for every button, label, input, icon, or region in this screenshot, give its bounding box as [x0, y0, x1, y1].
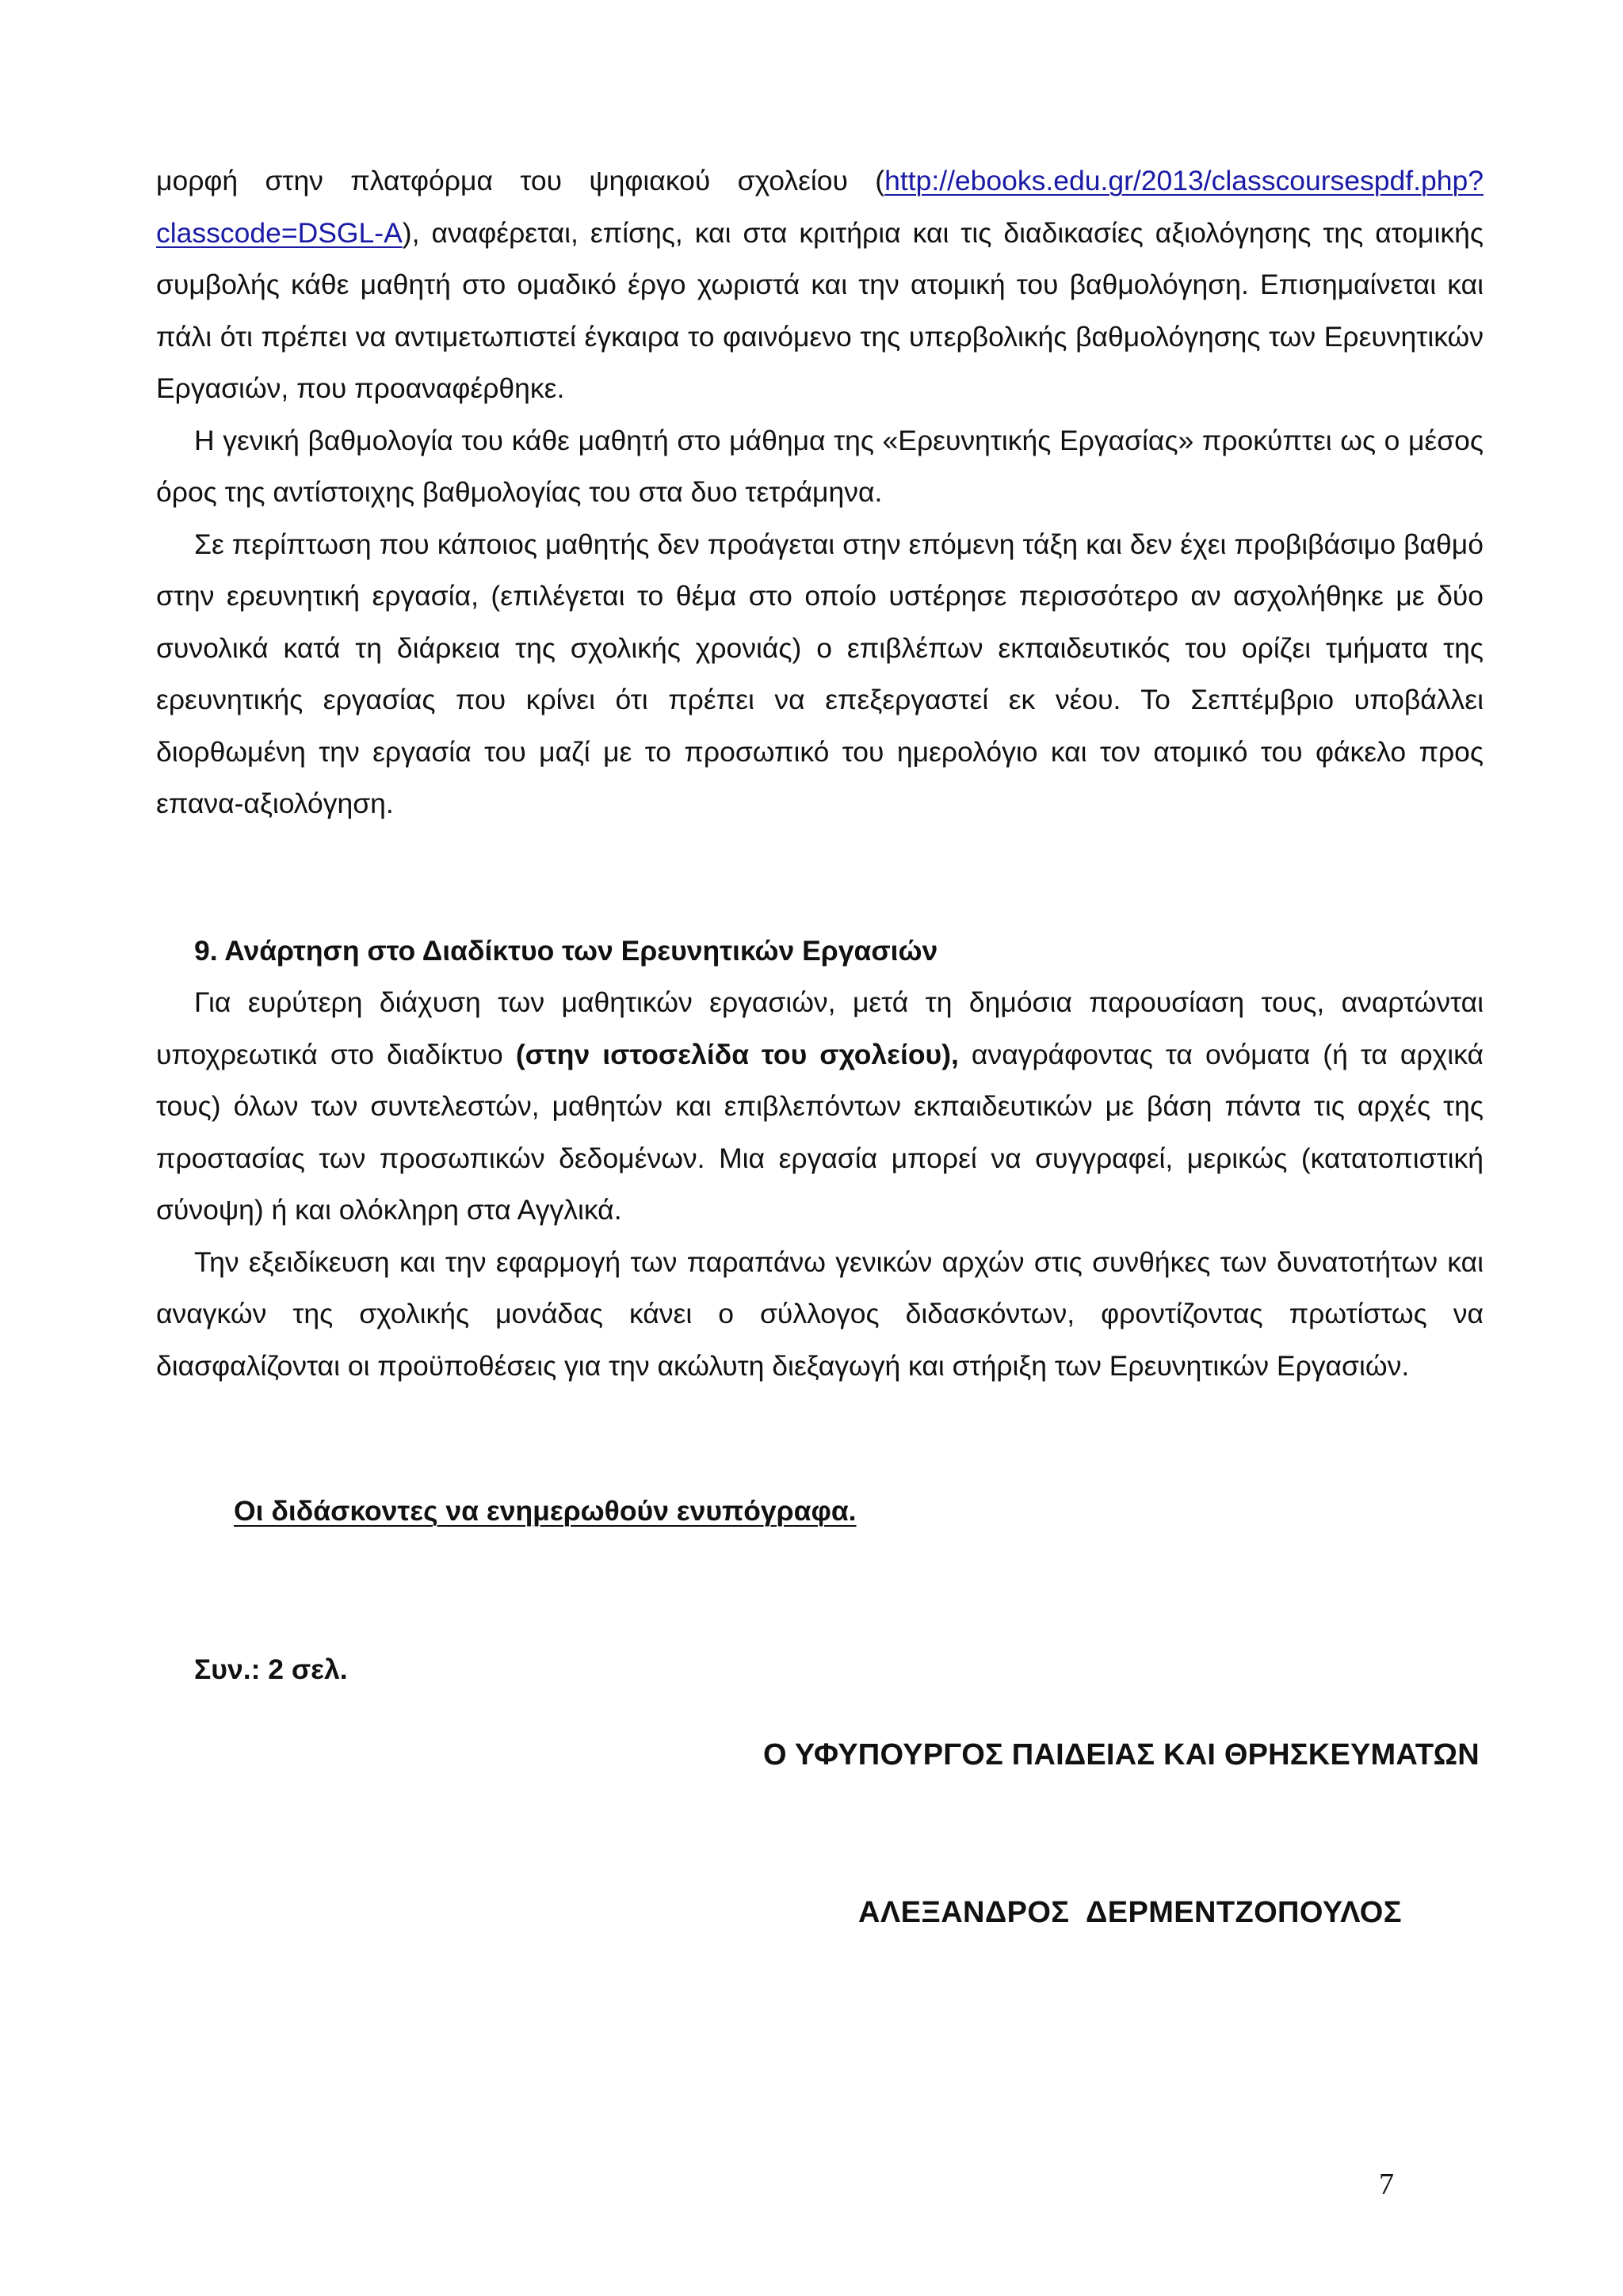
paragraph-assessment-end: ), αναφέρεται, επίσης, και στα κριτήρια και τις διαδικασίες αξιολόγησης της ατομικής συμβολής κάθε μαθητή στο ομαδικό έργο χωριστά και την ατομική του βαθμολόγηση. Επισημαίνεται και πάλι ότι πρέπει να αντιμετωπιστεί έγκαιρα το φαινόμενο της υπερβολικής βαθμολόγησης των Ερευνητικών Εργασιών, που προαναφέρθηκε.: [156, 216, 1484, 404]
section-text-block: [156, 977, 1484, 1392]
ebooks-link[interactable]: http://ebooks.edu.gr/2013/classcoursespdf.php?classcode=DSGL-A: [156, 165, 1484, 249]
paragraph-resubmission: Σε περίπτωση που κάποιος μαθητής δεν προάγεται στην επόμενη τάξη και δεν έχει προβιβάσιμο βαθμό στην ερευνητική εργασία, (επιλέγεται το θέμα στο οποίο υστέρησε περισσότερο αν ασχολήθηκε με δύο συνολικά κατά τη διάρκεια της σχολικής χρονιάς) ο επιβλέπων εκπαιδευτικός του ορίζει τμήματα της ερευνητικής εργασίας που κρίνει ότι πρέπει να επεξεργαστεί εκ νέου. Το Σεπτέμβριο υποβάλλει διορθωμένη την εργασία του μαζί με το προσωπικό του ημερολόγιο και τον ατομικό του φάκελο προς επανα-αξιολόγηση.: [156, 528, 1484, 819]
school-website-emphasis: (στην ιστοσελίδα του σχολείου),: [515, 1038, 959, 1070]
paragraph-general-grade: Η γενική βαθμολογία του κάθε μαθητή στο μάθημα της «Ερευνητικής Εργασίας» προκύπτει ως ο μέσος όρος της αντίστοιχης βαθμολογίας του στα δυο τετράμηνα.: [156, 424, 1484, 508]
paragraph-assessment: [156, 155, 1484, 415]
top-text-block: [156, 155, 1484, 830]
paragraph-online-posting-end: αναγράφοντας τα ονόματα (ή τα αρχικά τους) όλων των συντελεστών, μαθητών και επιβλεπόντων εκπαιδευτικών με βάση πάντα τις αρχές της προστασίας των προσωπικών δεδομένων. Μια εργασία μπορεί να συγγραφεί, μερικώς (κατατοπιστική σύνοψη) ή και ολόκληρη στα Αγγλικά.: [156, 1038, 1484, 1226]
enclosure-note: Συν.: 2 σελ.: [194, 1653, 348, 1685]
paragraph-online-posting: [156, 977, 1484, 1237]
signer-name: ΑΛΕΞΑΝΔΡΟΣ ΔΕΡΜΕΝΤΖΟΠΟΥΛΟΣ: [858, 1896, 1402, 1929]
page-number: 7: [1379, 2168, 1394, 2201]
paragraph-implementation: Την εξειδίκευση και την εφαρμογή των παραπάνω γενικών αρχών στις συνθήκες των δυνατοτήτων και αναγκών της σχολικής μονάδας κάνει ο σύλλογος διδασκόντων, φροντίζοντας πρωτίστως να διασφαλίζονται οι προϋποθέσεις για την ακώλυτη διεξαγωγή και στήριξη των Ερευνητικών Εργασιών.: [156, 1245, 1484, 1382]
signer-title: Ο ΥΦΥΠΟΥΡΓΟΣ ΠΑΙΔΕΙΑΣ ΚΑΙ ΘΡΗΣΚΕΥΜΑΤΩΝ: [763, 1738, 1480, 1772]
teachers-notice: Οι διδάσκοντες να ενημερωθούν ενυπόγραφα.: [234, 1495, 857, 1527]
paragraph-assessment-start: μορφή στην πλατφόρμα του ψηφιακού σχολείου (: [156, 165, 885, 196]
section-heading: 9. Ανάρτηση στο Διαδίκτυο των Ερευνητικών Εργασιών: [194, 935, 938, 967]
paragraph-online-posting-start: Για ευρύτερη διάχυση των μαθητικών εργασιών, μετά τη δημόσια παρουσίαση τους, αναρτώνται υποχρεωτικά στο διαδίκτυο: [156, 986, 1484, 1070]
